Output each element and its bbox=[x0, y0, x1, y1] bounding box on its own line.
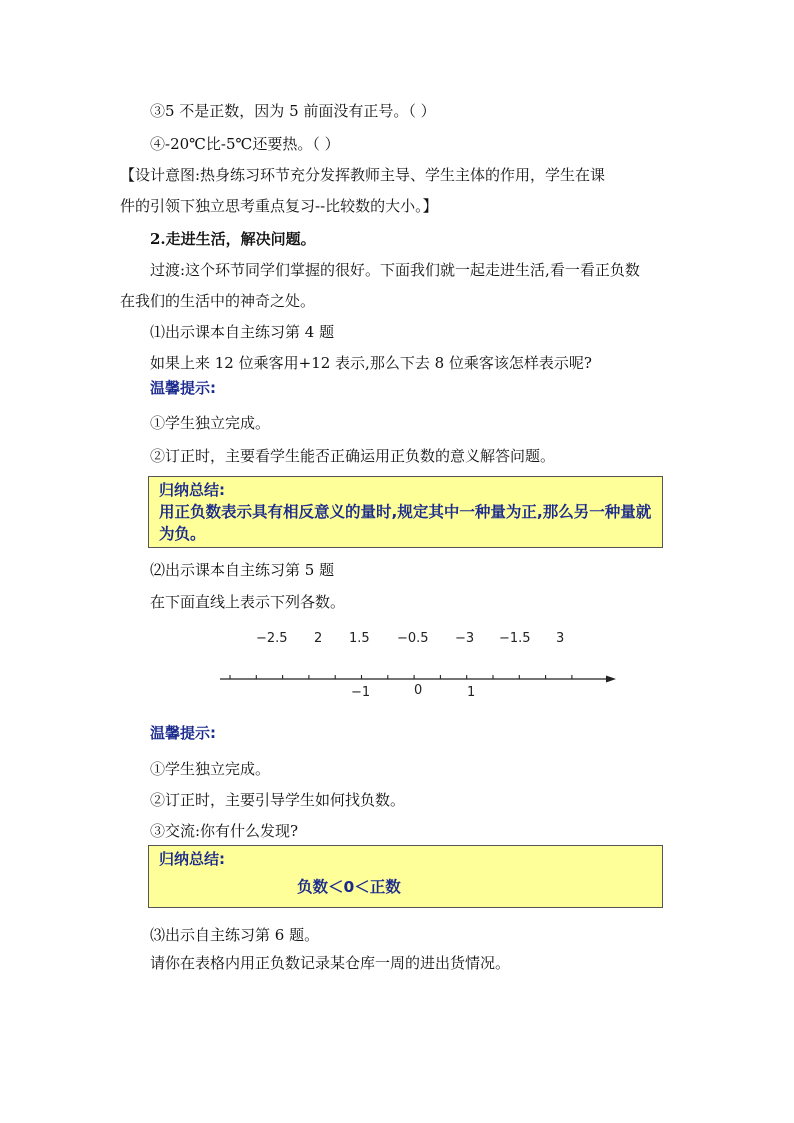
tip-2-item-3: ③交流:你有什么发现? bbox=[150, 822, 299, 840]
number-item: 3 bbox=[556, 631, 565, 646]
number-item: −2.5 bbox=[256, 631, 288, 646]
question-4: ④-20℃比-5℃还要热。（ ） bbox=[150, 135, 340, 153]
exercise-5-question: 在下面直线上表示下列各数。 bbox=[150, 593, 346, 611]
summary-title-1: 归纳总结: bbox=[159, 481, 225, 499]
number-item: 2 bbox=[314, 631, 323, 646]
summary-box-2 bbox=[148, 845, 663, 908]
transition-line-2: 在我们的生活中的神奇之处。 bbox=[120, 292, 316, 310]
axis-label: 1 bbox=[467, 685, 476, 700]
axis-label: −1 bbox=[351, 685, 371, 700]
number-item: 1.5 bbox=[349, 631, 370, 646]
design-intent-line-2: 件的引领下独立思考重点复习--比较数的大小。】 bbox=[120, 197, 438, 215]
tip-2-item-2: ②订正时，主要引导学生如何找负数。 bbox=[150, 791, 406, 809]
tip-1-item-2: ②订正时，主要看学生能否正确运用正负数的意义解答问题。 bbox=[150, 447, 556, 465]
exercise-5-title: ⑵出示课本自主练习第 5 题 bbox=[150, 561, 335, 579]
design-intent-line-1: 【设计意图:热身练习环节充分发挥教师主导、学生主体的作用，学生在课 bbox=[120, 166, 606, 184]
transition-line-1: 过渡:这个环节同学们掌握的很好。下面我们就一起走进生活,看一看正负数 bbox=[150, 261, 640, 279]
exercise-4-question: 如果上来 12 位乘客用+12 表示,那么下去 8 位乘客该怎样表示呢? bbox=[150, 354, 592, 372]
question-3: ③5 不是正数，因为 5 前面没有正号。（ ） bbox=[150, 102, 436, 120]
exercise-4-title: ⑴出示课本自主练习第 4 题 bbox=[150, 323, 335, 341]
tip-1-item-1: ①学生独立完成。 bbox=[150, 414, 271, 432]
summary-title-2: 归纳总结: bbox=[159, 850, 225, 868]
exercise-6-title: ⑶出示自主练习第 6 题。 bbox=[150, 926, 320, 944]
tip-heading-2: 温馨提示: bbox=[150, 724, 216, 742]
exercise-6-question: 请你在表格内用正负数记录某仓库一周的进出货情况。 bbox=[150, 954, 511, 972]
summary-body-1: 用正负数表示具有相反意义的量时,规定其中一种量为正,那么另一种量就为负。 bbox=[159, 503, 652, 543]
axis-label: 0 bbox=[414, 683, 423, 698]
number-item: −0.5 bbox=[397, 631, 429, 646]
section-heading: 2.走进生活，解决问题。 bbox=[150, 230, 316, 248]
summary-body-2: 负数＜0＜正数 bbox=[297, 878, 401, 896]
tip-heading-1: 温馨提示: bbox=[150, 379, 216, 397]
number-item: −1.5 bbox=[499, 631, 531, 646]
number-item: −3 bbox=[455, 631, 475, 646]
tip-2-item-1: ①学生独立完成。 bbox=[150, 760, 271, 778]
